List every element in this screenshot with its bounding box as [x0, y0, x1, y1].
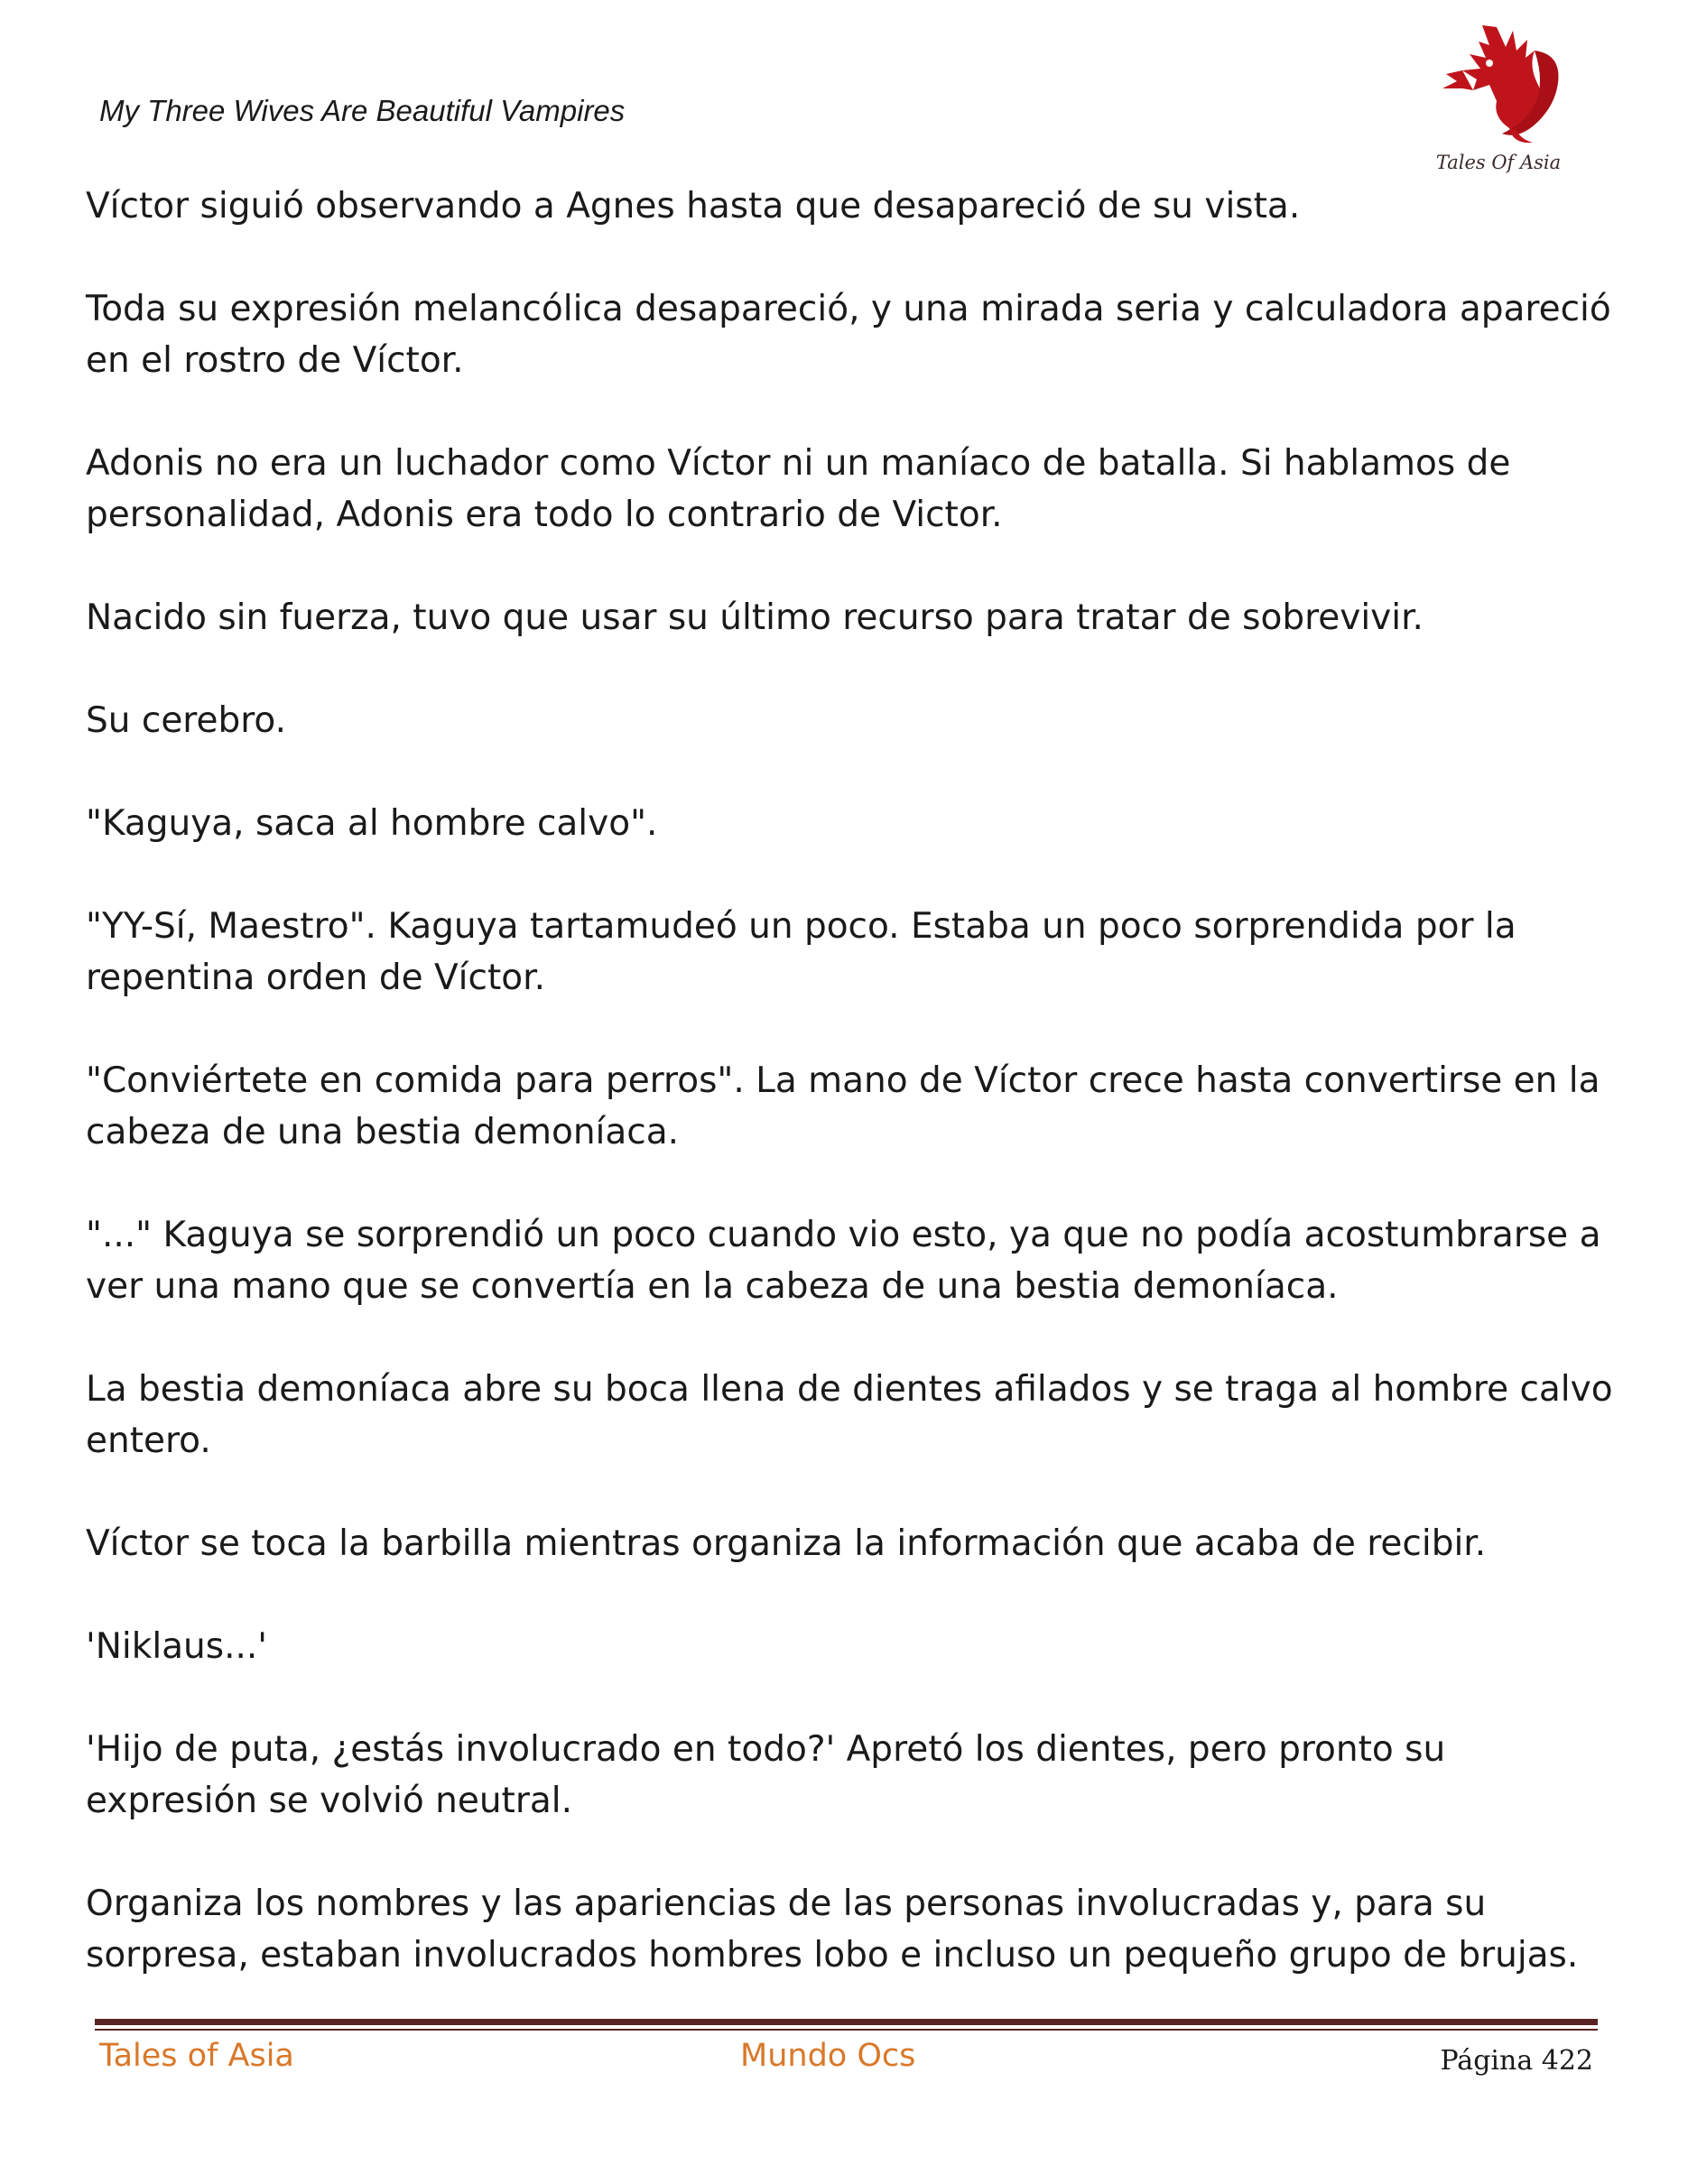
- paragraph: Adonis no era un luchador como Víctor ni un maníaco de batalla. Si hablamos de personalidad, Adonis era todo lo contrario de Victor.: [86, 443, 1511, 535]
- paragraph: Nacido sin fuerza, tuvo que usar su último recurso para tratar de sobrevivir.: [86, 597, 1424, 638]
- footer-divider-thin: [95, 2029, 1598, 2031]
- red-dragon-icon: [1426, 18, 1571, 153]
- chapter-body: [86, 180, 1620, 2032]
- paragraph: Víctor siguió observando a Agnes hasta que desapareció de su vista.: [86, 186, 1301, 227]
- logo-caption: Tales Of Asia: [1435, 152, 1562, 173]
- footer-divider: [95, 2019, 1598, 2025]
- paragraph: "Kaguya, saca al hombre calvo".: [86, 803, 658, 844]
- book-title: My Three Wives Are Beautiful Vampires: [99, 94, 626, 127]
- page-number: Página 422: [1440, 2045, 1593, 2077]
- paragraph: Víctor se toca la barbilla mientras organiza la información que acaba de recibir.: [86, 1523, 1487, 1564]
- paragraph: "..." Kaguya se sorprendió un poco cuando vio esto, ya que no podía acostumbrarse a ver una mano que se convertía en la cabeza de una bestia demoníaca.: [86, 1215, 1601, 1307]
- paragraph: 'Hijo de puta, ¿estás involucrado en todo?' Apretó los dientes, pero pronto su expresión se volvió neutral.: [86, 1729, 1446, 1821]
- paragraph: Su cerebro.: [86, 700, 286, 741]
- paragraph: "Conviértete en comida para perros". La mano de Víctor crece hasta convertirse en la cabeza de una bestia demoníaca.: [86, 1060, 1600, 1152]
- paragraph: 'Niklaus...': [86, 1626, 267, 1667]
- paragraph: Toda su expresión melancólica desapareció, y una mirada seria y calculadora apareció en el rostro de Víctor.: [86, 289, 1611, 381]
- paragraph: La bestia demoníaca abre su boca llena de dientes afilados y se traga al hombre calvo entero.: [86, 1369, 1613, 1461]
- paragraph: Organiza los nombres y las apariencias de las personas involucradas y, para su sorpresa, estaban involucrados hombres lobo e incluso un pequeño grupo de brujas.: [86, 1883, 1579, 1976]
- publisher-logo: [1426, 18, 1571, 180]
- footer-site-name: Tales of Asia: [99, 2038, 294, 2074]
- footer-section-name: Mundo Ocs: [740, 2038, 916, 2074]
- paragraph: "YY-Sí, Maestro". Kaguya tartamudeó un poco. Estaba un poco sorprendida por la repentina orden de Víctor.: [86, 906, 1516, 998]
